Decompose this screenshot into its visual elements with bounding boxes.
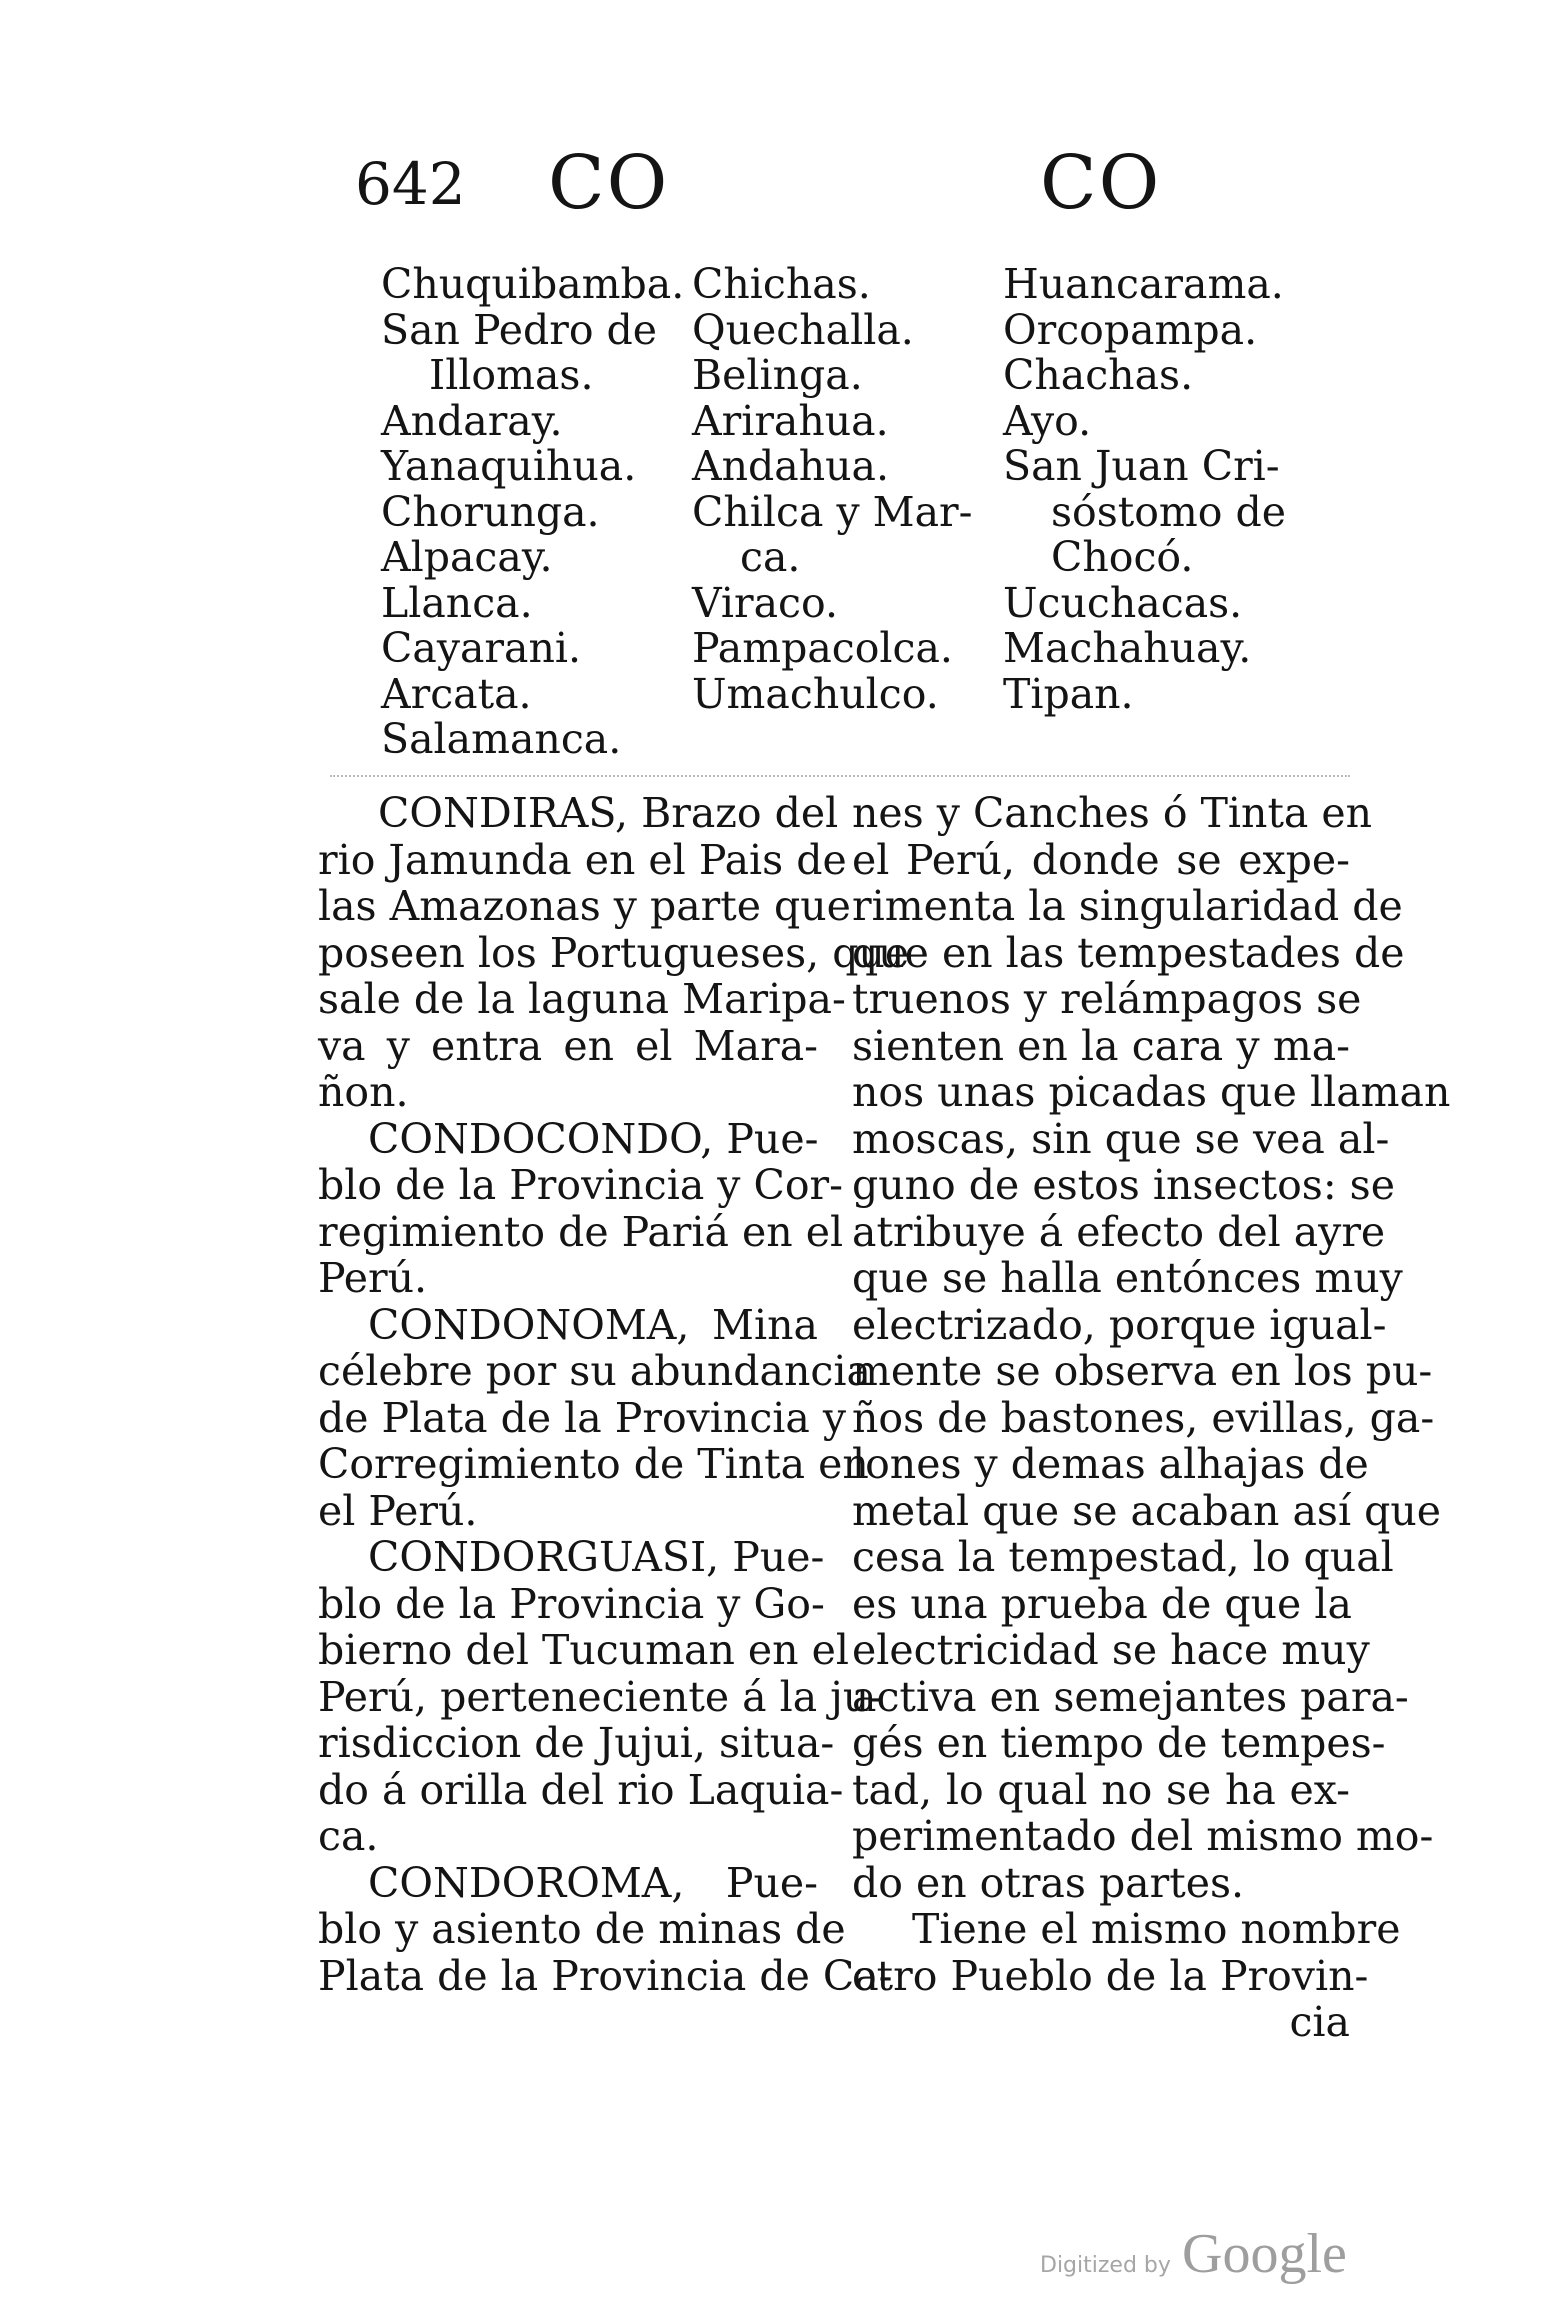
place-name: Tipan. [1003,669,1134,718]
place-name: Andaray. [381,396,563,445]
text-line: va y entra en el Mara- [318,1021,818,1070]
text-line: Perú. [318,1254,428,1302]
place-name: Chichas. [692,260,871,308]
text-line: rio Jamunda en el Pais de [318,835,847,884]
place-name: Machahuay. [1003,624,1252,672]
text-line: do en otras partes. [852,1858,1245,1907]
place-name: Huancarama. [1003,260,1284,308]
text-line: nos unas picadas que llaman [852,1068,1451,1116]
text-line: truenos y relámpagos se [852,975,1362,1023]
place-name: Chocó. [1051,533,1194,581]
place-name: Arirahua. [692,396,889,445]
digitized-by-google-watermark [1040,2222,1347,2286]
text-line: sale de la laguna Maripa- [318,975,846,1023]
right-text-column [852,789,1451,2046]
google-logo: Google [1182,2223,1347,2285]
place-name: Orcopampa. [1003,305,1258,354]
place-name: Yanaquihua. [381,442,637,490]
text-line: ca. [318,1812,379,1860]
text-line: electricidad se hace muy [852,1626,1370,1674]
text-line: cesa la tempestad, lo qual [852,1533,1394,1581]
left-running-head: CO [548,140,670,226]
section-divider [330,775,1350,777]
text-line: atribuye á efecto del ayre [852,1207,1386,1256]
text-line: moscas, sin que se vea al- [852,1114,1390,1163]
place-list-column-1 [381,260,685,763]
text-line: ñon. [318,1068,409,1116]
place-name: Viraco. [692,578,839,627]
left-text-column [318,789,910,2000]
place-name: Ayo. [1003,396,1092,445]
place-name: Quechalla. [692,305,914,354]
text-line: gés en tiempo de tempes- [852,1719,1386,1767]
text-line: CONDORGUASI, Pue- [368,1533,825,1581]
text-line: Tiene el mismo nombre [912,1905,1401,1953]
text-line: blo de la Provincia y Cor- [318,1161,844,1209]
text-line: que se halla entónces muy [852,1254,1403,1302]
text-line: ños de bastones, evillas, ga- [852,1393,1435,1442]
text-line: bierno del Tucuman en el [318,1626,849,1674]
text-line: regimiento de Pariá en el [318,1207,844,1256]
place-list-column-3 [1003,262,1333,717]
page-number: 642 [355,150,466,218]
text-line: sienten en la cara y ma- [852,1021,1350,1070]
place-name: Pampacolca. [692,624,953,672]
text-line: lones y demas alhajas de [852,1440,1369,1488]
text-line: el Perú, donde se expe- [852,835,1350,884]
right-running-head: CO [1040,140,1162,226]
place-name: Chorunga. [381,487,600,536]
text-line: CONDONOMA, Mina [368,1300,818,1349]
text-line: blo de la Provincia y Go- [318,1579,825,1628]
text-line: risdiccion de Jujui, situa- [318,1719,835,1767]
text-line: el Perú. [318,1486,478,1535]
text-line: otro Pueblo de la Provin- [852,1951,1369,2000]
text-line: activa en semejantes para- [852,1672,1409,1721]
text-line: metal que se acaban así que [852,1486,1442,1535]
place-name: Arcata. [381,669,532,718]
text-line: electrizado, porque igual- [852,1300,1387,1349]
text-line: CONDIRAS, Brazo del [378,789,839,837]
text-line: perimentado del mismo mo- [852,1812,1434,1860]
text-line: Perú, perteneciente á la ju- [318,1672,884,1721]
place-name: Chuquibamba. [381,260,685,308]
text-line: rimenta la singularidad de [852,882,1403,930]
text-line: que en las tempestades de [852,928,1405,977]
text-line: CONDOCONDO, Pue- [368,1114,819,1163]
place-name: Illomas. [429,351,594,399]
place-name: Cayarani. [381,624,582,672]
place-name: sóstomo de [1051,487,1287,536]
place-name: Chachas. [1003,351,1194,399]
text-line: Corregimiento de Tinta en [318,1440,869,1488]
text-line: CONDOROMA, Pue- [368,1858,818,1907]
text-line: poseen los Portugueses, que [318,928,910,977]
place-name: Belinga. [692,351,863,399]
text-line: las Amazonas y parte que [318,882,851,930]
place-name: Chilca y Mar- [692,487,973,536]
place-name: Ucuchacas. [1003,578,1243,627]
text-line: do á orilla del rio Laquia- [318,1765,844,1814]
text-line: célebre por su abundancia [318,1347,871,1395]
text-line: nes y Canches ó Tinta en [852,789,1373,837]
running-header [0,140,1551,230]
text-line: de Plata de la Provincia y [318,1393,847,1442]
place-name: Andahua. [692,442,889,490]
place-name: Llanca. [381,578,533,627]
place-name: Alpacay. [381,533,553,581]
place-name: San Juan Cri- [1003,442,1280,490]
text-line: guno de estos insectos: se [852,1161,1395,1209]
place-name: Salamanca. [381,715,622,763]
text-line: Plata de la Provincia de Ca- [318,1951,893,2000]
catchword: cia [1289,1998,1350,2046]
place-name: Umachulco. [692,669,939,718]
place-name: San Pedro de [381,305,658,354]
text-line: tad, lo qual no se ha ex- [852,1765,1350,1814]
place-name: ca. [740,533,801,581]
text-line: mente se observa en los pu- [852,1347,1433,1395]
text-line: blo y asiento de minas de [318,1905,846,1953]
watermark-prefix: Digitized by [1040,2253,1171,2278]
text-line: es una prueba de que la [852,1579,1352,1628]
place-list-column-2 [692,262,992,717]
